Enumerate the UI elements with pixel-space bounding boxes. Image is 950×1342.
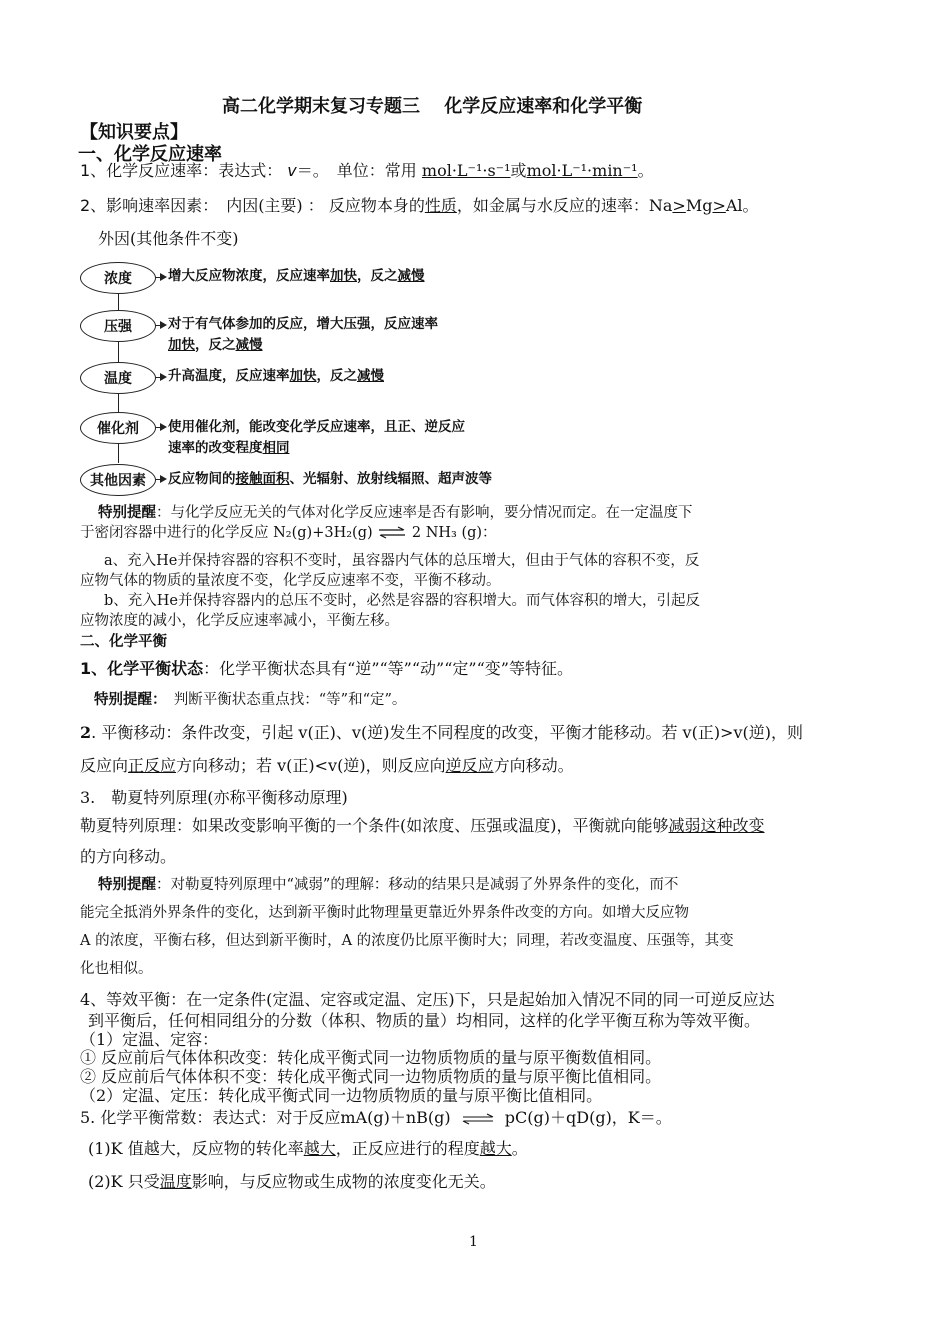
- unit-end: 。: [637, 161, 654, 180]
- equivalent-eq-line5: ② 反应前后气体体积不变：转化成平衡式同一边物质物质的量与原平衡比值相同。: [80, 1067, 662, 1086]
- factor-oval-temperature: 温度: [80, 362, 156, 394]
- note1-a2: 应物气体的物质的量浓度不变，化学反应速率不变，平衡不移动。: [80, 573, 501, 589]
- note3-line1: 特别提醒：对勒夏特列原理中“减弱”的理解：移动的结果只是减弱了外界条件的变化，而不: [98, 876, 679, 893]
- external-factors: 外因(其他条件不变): [98, 229, 239, 248]
- le-chatelier-line2: 的方向移动。: [80, 847, 177, 866]
- equivalent-eq-line6: （2）定温、定压：转化成平衡式同一边物质物质的量与原平衡比值相同。: [80, 1086, 603, 1105]
- factor-text-catalyst: 使用催化剂，能改变化学反应速率，且正、逆反应 速率的改变程度相同: [168, 419, 465, 456]
- rate-v: v: [287, 161, 297, 180]
- arrow-icon: [160, 273, 167, 281]
- rate-definition: [80, 160, 654, 182]
- note3-line4: 化也相似。: [80, 961, 153, 977]
- note1-b1: b、充入He并保持容器内的总压不变时，必然是容器的容积增大。而气体容积的增大，引起反: [104, 593, 701, 609]
- factor-oval-catalyst: 催化剂: [80, 412, 156, 444]
- unit-2: mol·L⁻¹·min⁻¹: [526, 161, 638, 180]
- factors-text2: ，如金属与水反应的速率：Na: [456, 196, 673, 215]
- factor-oval-pressure: 压强: [80, 310, 156, 342]
- knowledge-points-heading: 【知识要点】: [80, 122, 188, 143]
- factor-text-pressure: 对于有气体参加的反应，增大压强，反应速率 加快，反之减慢: [168, 316, 438, 353]
- reversible-arrow-icon: [460, 1113, 496, 1125]
- unit-1: mol·L⁻¹·s⁻¹: [421, 161, 511, 180]
- section1-heading: 一、化学反应速率: [78, 144, 222, 165]
- note3-label: 特别提醒: [98, 876, 156, 893]
- page-number: 1: [469, 1234, 478, 1250]
- factors-mg: Mg: [685, 196, 713, 215]
- note1-a1: a、充入He并保持容器的容积不变时，虽容器内气体的总压增大，但由于气体的容积不变，反: [104, 553, 700, 569]
- rate-expr-label: ：表达式：: [202, 161, 283, 180]
- k-value-line1: (1)K 值越大，反应物的转化率越大，正反应进行的程度越大。: [88, 1139, 528, 1158]
- rate-eq: ＝。: [296, 161, 321, 180]
- note1-label: 特别提醒: [98, 504, 156, 521]
- equilibrium-constant-line: 5. 化学平衡常数：表达式：对于反应mA(g)＋nB(g) pC(g)＋qD(g)，K＝。: [80, 1108, 672, 1127]
- arrow-icon: [160, 373, 167, 381]
- note2-line: 特别提醒： 判断平衡状态重点找：“等”和“定”。: [94, 691, 407, 708]
- le-chatelier-heading: 3. 勒夏特列原理(亦称平衡移动原理): [80, 788, 348, 807]
- equivalent-eq-line2: 到平衡后，任何相同组分的分数（体积、物质的量）均相同，这样的化学平衡互称为等效平衡。: [88, 1011, 761, 1030]
- factors-al: Al。: [725, 196, 759, 215]
- unit-or: 或: [510, 161, 527, 180]
- equilibrium-shift-line1: 2. 平衡移动：条件改变，引起 v(正)、v(逆)发生不同程度的改变，平衡才能移动。若 v(正)>v(逆)，则: [80, 723, 803, 742]
- note2-label: 特别提醒：: [94, 691, 160, 708]
- arrow-icon: [160, 321, 167, 329]
- factor-text-other: 反应物间的接触面积、光辐射、放射线辐照、超声波等: [168, 471, 492, 487]
- k-value-line2: (2)K 只受温度影响，与反应物或生成物的浓度变化无关。: [88, 1172, 496, 1191]
- factor-text-temperature: 升高温度，反应速率加快，反之减慢: [168, 368, 384, 384]
- rate-label: 1、化学反应速率: [80, 161, 203, 180]
- factor-oval-concentration: 浓度: [80, 262, 156, 294]
- equilibrium-arrow-icon: [377, 526, 407, 540]
- note1-line1: 特别提醒：与化学反应无关的气体对化学反应速率是否有影响，要分情况而定。在一定温度下: [98, 504, 693, 521]
- factors-label: 2、影响速率因素: [80, 196, 203, 215]
- note1-line2: 于密闭容器中进行的化学反应 N₂(g)+3H₂(g) 2 NH₃ (g)：: [80, 525, 497, 541]
- factor-text-concentration: 增大反应物浓度，反应速率加快，反之减慢: [168, 268, 425, 284]
- le-chatelier-line1: 勒夏特列原理：如果改变影响平衡的一个条件(如浓度、压强或温度)，平衡就向能够减弱这种改变: [80, 816, 765, 835]
- section2-heading: 二、化学平衡: [80, 633, 167, 650]
- factors-gt1: >: [672, 196, 686, 215]
- arrow-icon: [160, 475, 167, 483]
- note1-b2: 应物浓度的减小，化学反应速率减小，平衡左移。: [80, 613, 399, 629]
- arrow-icon: [160, 423, 167, 431]
- page-title: 高二化学期末复习专题三 化学反应速率和化学平衡: [222, 96, 643, 117]
- unit-label: 单位：常用: [320, 161, 417, 180]
- equivalent-eq-line1: 4、等效平衡：在一定条件(定温、定容或定温、定压)下，只是起始加入情况不同的同一可逆反应达: [80, 990, 775, 1009]
- equivalent-eq-line3: （1）定温、定容：: [80, 1030, 219, 1049]
- equivalent-eq-line4: ① 反应前后气体体积改变：转化成平衡式同一边物质物质的量与原平衡数值相同。: [80, 1048, 662, 1067]
- note3-line2: 能完全抵消外界条件的变化，达到新平衡时此物理量更靠近外界条件改变的方向。如增大反应物: [80, 905, 689, 921]
- factors-text1: ： 内因(主要) ： 反应物本身的: [202, 196, 425, 215]
- equilibrium-shift-line2: 反应向正反应方向移动；若 v(正)<v(逆)，则反应向逆反应方向移动。: [80, 756, 574, 775]
- rate-factors: [80, 195, 759, 217]
- equilibrium-state-label: 1、化学平衡状态: [80, 659, 204, 678]
- equilibrium-state: 1、化学平衡状态：化学平衡状态具有“逆”“等”“动”“定”“变”等特征。: [80, 659, 573, 678]
- factor-oval-other: 其他因素: [80, 464, 156, 496]
- note3-line3: A 的浓度，平衡右移，但达到新平衡时，A 的浓度仍比原平衡时大；同理，若改变温度、压强等，其变: [80, 933, 734, 949]
- factors-property: 性质: [424, 196, 457, 215]
- factors-gt2: >: [712, 196, 726, 215]
